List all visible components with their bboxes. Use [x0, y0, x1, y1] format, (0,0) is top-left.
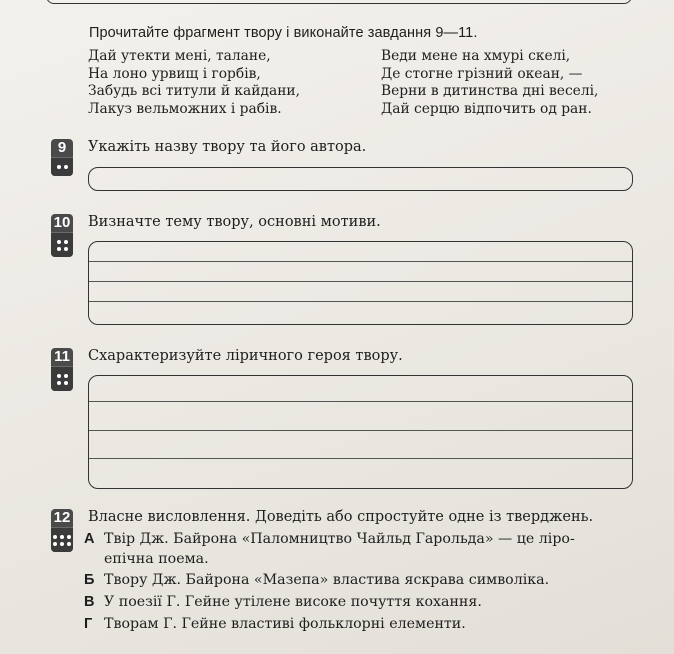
option-text: Творам Г. Гейне властиві фольклорні елементи.: [104, 616, 466, 632]
task-question-10: Визначте тему твору, основні мотиви.: [88, 214, 381, 230]
instruction-text: Прочитайте фрагмент твору і виконайте завдання 9—11.: [89, 25, 478, 41]
option-text: Твору Дж. Байрона «Мазепа» властива яскрава символіка.: [104, 572, 550, 588]
poem-line: На лоно урвищ і горбів,: [88, 65, 261, 82]
task-question-9: Укажіть назву твору та його автора.: [88, 139, 367, 155]
task-number-badge-11: [51, 348, 73, 391]
points-dots-icon: [51, 366, 73, 391]
task-number: 9: [57, 139, 67, 156]
points-dots-icon: [51, 157, 73, 176]
task-number: 12: [53, 509, 71, 526]
answer-line: [89, 401, 632, 402]
points-dots-icon: [51, 527, 73, 552]
option-letter: А: [84, 531, 95, 547]
task-number: 11: [54, 348, 70, 365]
poem-line: Дай серцю відпочить од ран.: [381, 100, 592, 117]
poem-line: Лакуз вельможних і рабів.: [88, 100, 282, 117]
option-letter: Г: [84, 616, 93, 632]
poem-column-right: [381, 48, 598, 118]
poem-line: Забудь всі титули й кайдани,: [88, 83, 300, 99]
poem-line: Верни в дитинства дні веселі,: [381, 83, 599, 99]
option-text-continued: епічна поема.: [104, 551, 209, 567]
poem-line: Веди мене на хмурі скелі,: [381, 48, 571, 64]
answer-line: [89, 261, 632, 262]
poem-line: Дай утекти мені, талане,: [88, 48, 271, 64]
option-text: У поезії Г. Гейне утілене високе почуття кохання.: [104, 594, 482, 610]
answer-field-9[interactable]: [88, 167, 633, 191]
previous-answer-box: [46, 0, 632, 4]
answer-field-11[interactable]: [88, 375, 633, 489]
answer-line: [89, 281, 632, 282]
task-number-badge-10: [51, 214, 73, 257]
option-text: Твір Дж. Байрона «Паломництво Чайльд Гарольда» — це ліро-: [104, 531, 575, 547]
task-question-11: Схарактеризуйте ліричного героя твору.: [88, 348, 403, 364]
poem-column-left: [88, 48, 300, 118]
answer-line: [89, 430, 632, 431]
task-number: 10: [53, 214, 71, 231]
option-letter: Б: [84, 572, 95, 588]
answer-field-10[interactable]: [88, 241, 633, 325]
answer-line: [89, 458, 632, 459]
option-letter: В: [84, 594, 95, 610]
task-number-badge-12: [51, 509, 73, 552]
poem-line: Де стогне грізний океан, —: [381, 65, 583, 82]
points-dots-icon: [51, 232, 73, 257]
task-question-12: Власне висловлення. Доведіть або спростуйте одне із тверджень.: [88, 509, 594, 525]
answer-line: [89, 301, 632, 302]
task-number-badge-9: [51, 139, 73, 176]
